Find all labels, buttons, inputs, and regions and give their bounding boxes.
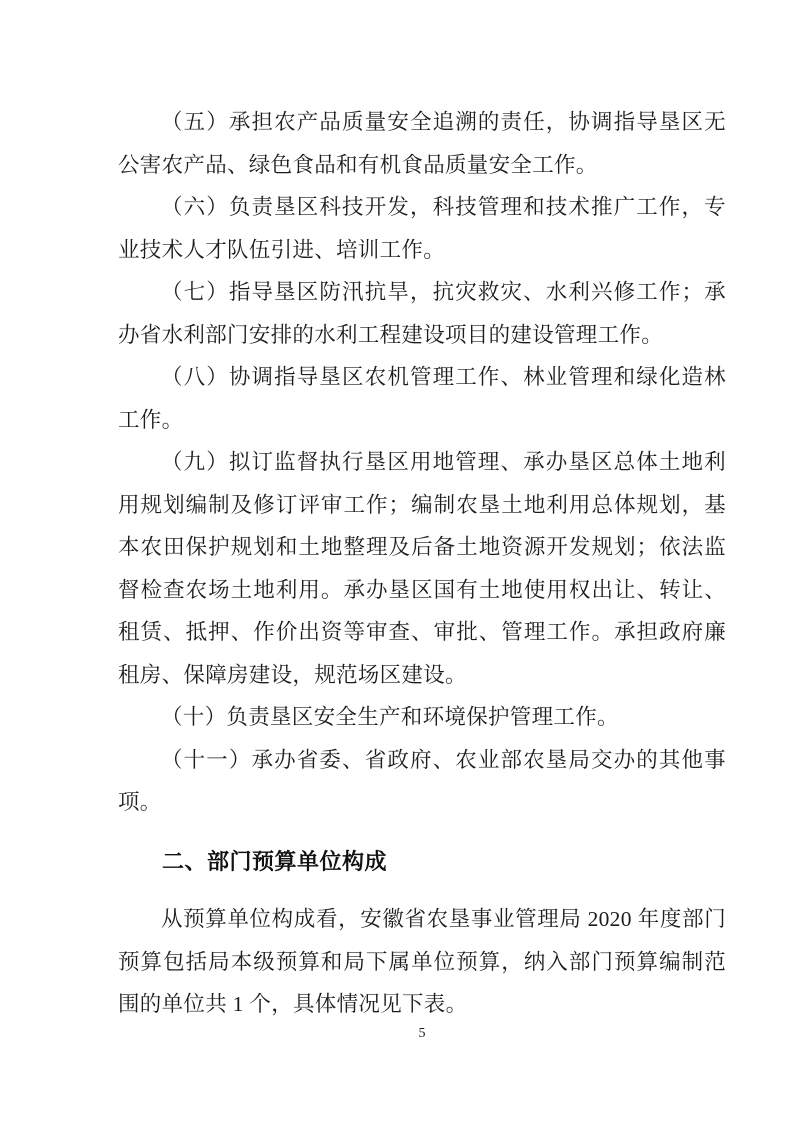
paragraph: （六）负责垦区科技开发，科技管理和技术推广工作，专业技术人才队伍引进、培训工作。 — [118, 195, 726, 262]
paragraph: （七）指导垦区防汛抗旱，抗灾救灾、水利兴修工作；承办省水利部门安排的水利工程建设项目的建设管理工作。 — [118, 280, 726, 347]
document-body — [118, 101, 726, 1026]
page-number: 5 — [418, 1026, 426, 1041]
page-footer — [118, 1026, 726, 1042]
paragraph: （八）协调指导垦区农机管理工作、林业管理和绿化造林工作。 — [118, 365, 726, 432]
paragraph: （五）承担农产品质量安全追溯的责任，协调指导垦区无公害农产品、绿色食品和有机食品质量安全工作。 — [118, 110, 726, 177]
paragraph: 从预算单位构成看，安徽省农垦事业管理局 2020 年度部门预算包括局本级预算和局下属单位预算，纳入部门预算编制范围的单位共 1 个，具体情况见下表。 — [118, 907, 726, 1016]
paragraph: （十一）承办省委、省政府、农业部农垦局交办的其他事项。 — [118, 747, 726, 814]
paragraph: （十）负责垦区安全生产和环境保护管理工作。 — [161, 705, 619, 729]
section-heading: 二、部门预算单位构成 — [162, 848, 388, 874]
paragraph: （九）拟订监督执行垦区用地管理、承办垦区总体土地利用规划编制及修订评审工作；编制农垦土地利用总体规划，基本农田保护规划和土地整理及后备土地资源开发规划；依法监督检查农场土地利用。承办垦区国有土地使用权出让、转让、租赁、抵押、作价出资等审查、审批、管理工作。承担政府廉租房、保障房建设，规范场区建设。 — [118, 450, 726, 687]
